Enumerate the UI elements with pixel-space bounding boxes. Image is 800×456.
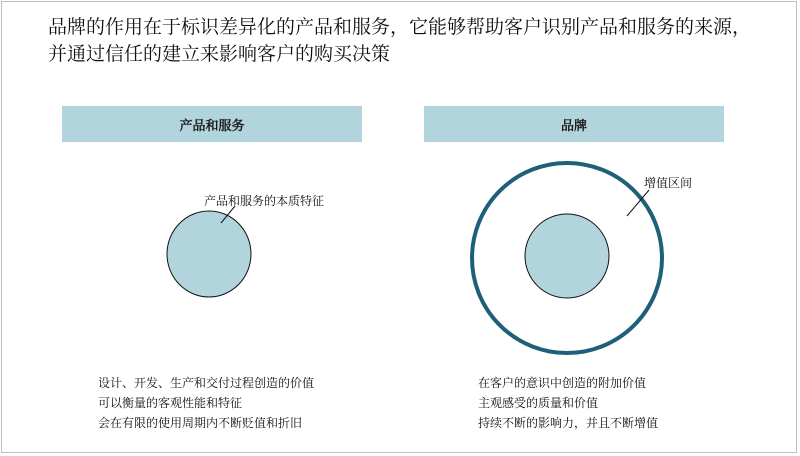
brand-description-line: 在客户的意识中创造的附加价值 xyxy=(478,376,647,390)
figure-title: 品牌的作用在于标识差异化的产品和服务，它能够帮助客户识别产品和服务的来源，并通过信任的建立来影响客户的购买决策 xyxy=(48,16,752,65)
brand-description-line: 持续不断的影响力，并且不断增值 xyxy=(478,416,659,430)
product-annotation-label: 产品和服务的本质特征 xyxy=(204,194,325,208)
brand-description-line: 主观感受的质量和价值 xyxy=(478,396,599,410)
product-description xyxy=(98,373,314,433)
product-description-line: 会在有限的使用周期内不断贬值和折旧 xyxy=(98,416,303,430)
brand-core-circle xyxy=(525,214,609,298)
brand-description xyxy=(478,373,658,433)
product-description-line: 可以衡量的客观性能和特征 xyxy=(98,396,243,410)
product-description-line: 设计、开发、生产和交付过程创造的价值 xyxy=(98,376,315,390)
brand-annotation-label: 增值区间 xyxy=(644,176,693,190)
product-core-circle xyxy=(167,211,251,297)
header-product-service-label: 产品和服务 xyxy=(179,118,245,134)
header-brand-label: 品牌 xyxy=(560,118,587,134)
